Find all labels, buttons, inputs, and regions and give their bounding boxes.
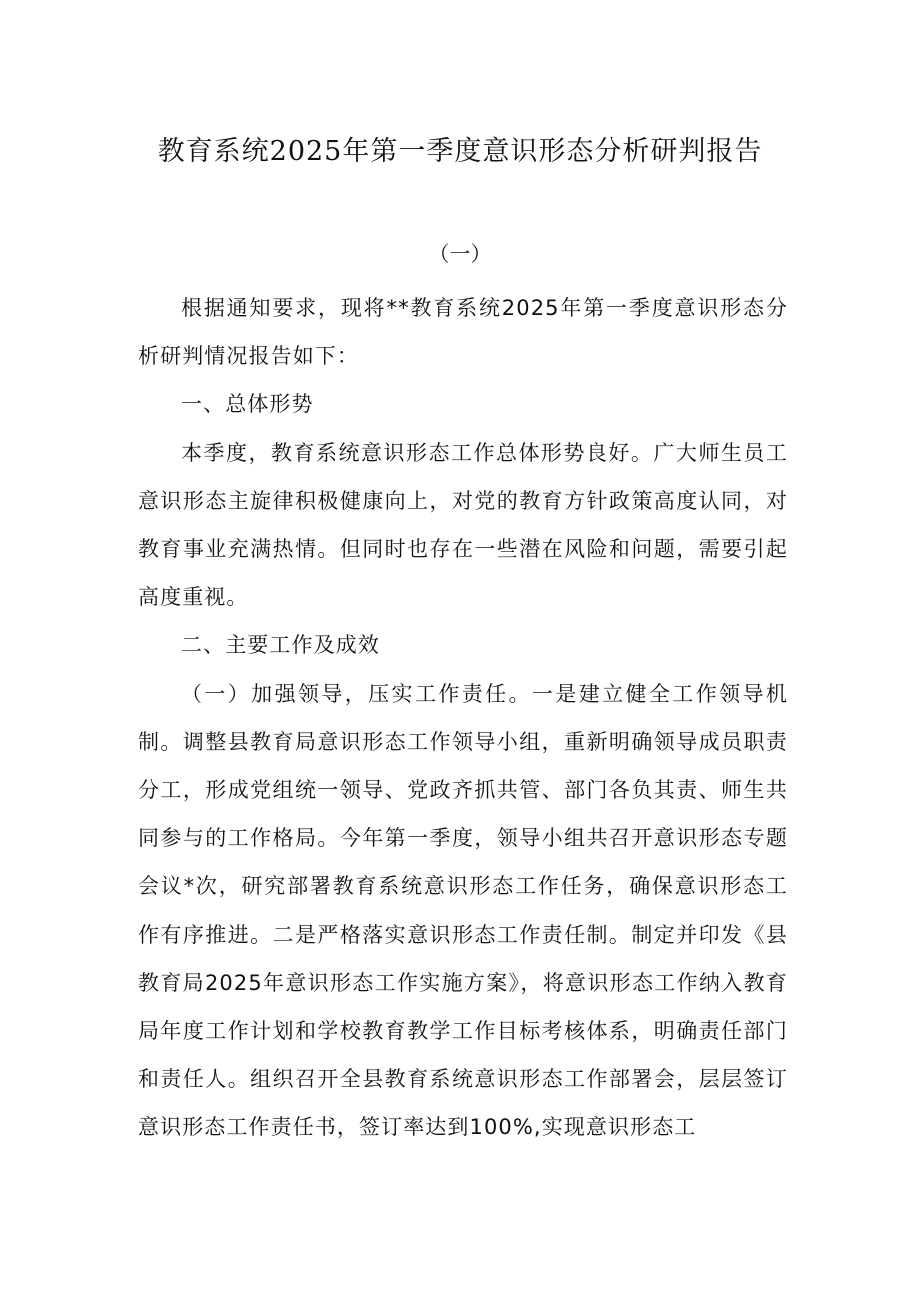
main-work-paragraph: （一）加强领导，压实工作责任。一是建立健全工作领导机制。调整县教育局意识形态工作领导小组，重新明确领导成员职责分工，形成党组统一领导、党政齐抓共管、部门各负其责、师生共同参与的工作格局。今年第一季度，领导小组共召开意识形态专题会议*次，研究部署教育系统意识形态工作任务，确保意识形态工作有序推进。二是严格落实意识形态工作责任制。制定并印发《县教育局2025年意识形态工作实施方案》，将意识形态工作纳入教育局年度工作计划和学校教育教学工作目标考核体系，明确责任部门和责任人。组织召开全县教育系统意识形态工作部署会，层层签订意识形态工作责任书，签订率达到100%,实现意识形态工 (138, 681, 788, 1140)
overall-situation-paragraph: 本季度，教育系统意识形态工作总体形势良好。广大师生员工意识形态主旋律积极健康向上，对党的教育方针政策高度认同，对教育事业充满热情。但同时也存在一些潜在风险和问题，需要引起高度重视。 (138, 440, 788, 610)
section-marker: （一） (428, 242, 492, 266)
section-heading-overall-situation: 一、总体形势 (181, 392, 314, 417)
intro-paragraph: 根据通知要求，现将**教育系统2025年第一季度意识形态分析研判情况报告如下： (138, 296, 788, 369)
document-body (138, 284, 788, 1152)
document-title: 教育系统2025年第一季度意识形态分析研判报告 (157, 136, 763, 167)
section-heading-main-work: 二、主要工作及成效 (181, 633, 380, 658)
